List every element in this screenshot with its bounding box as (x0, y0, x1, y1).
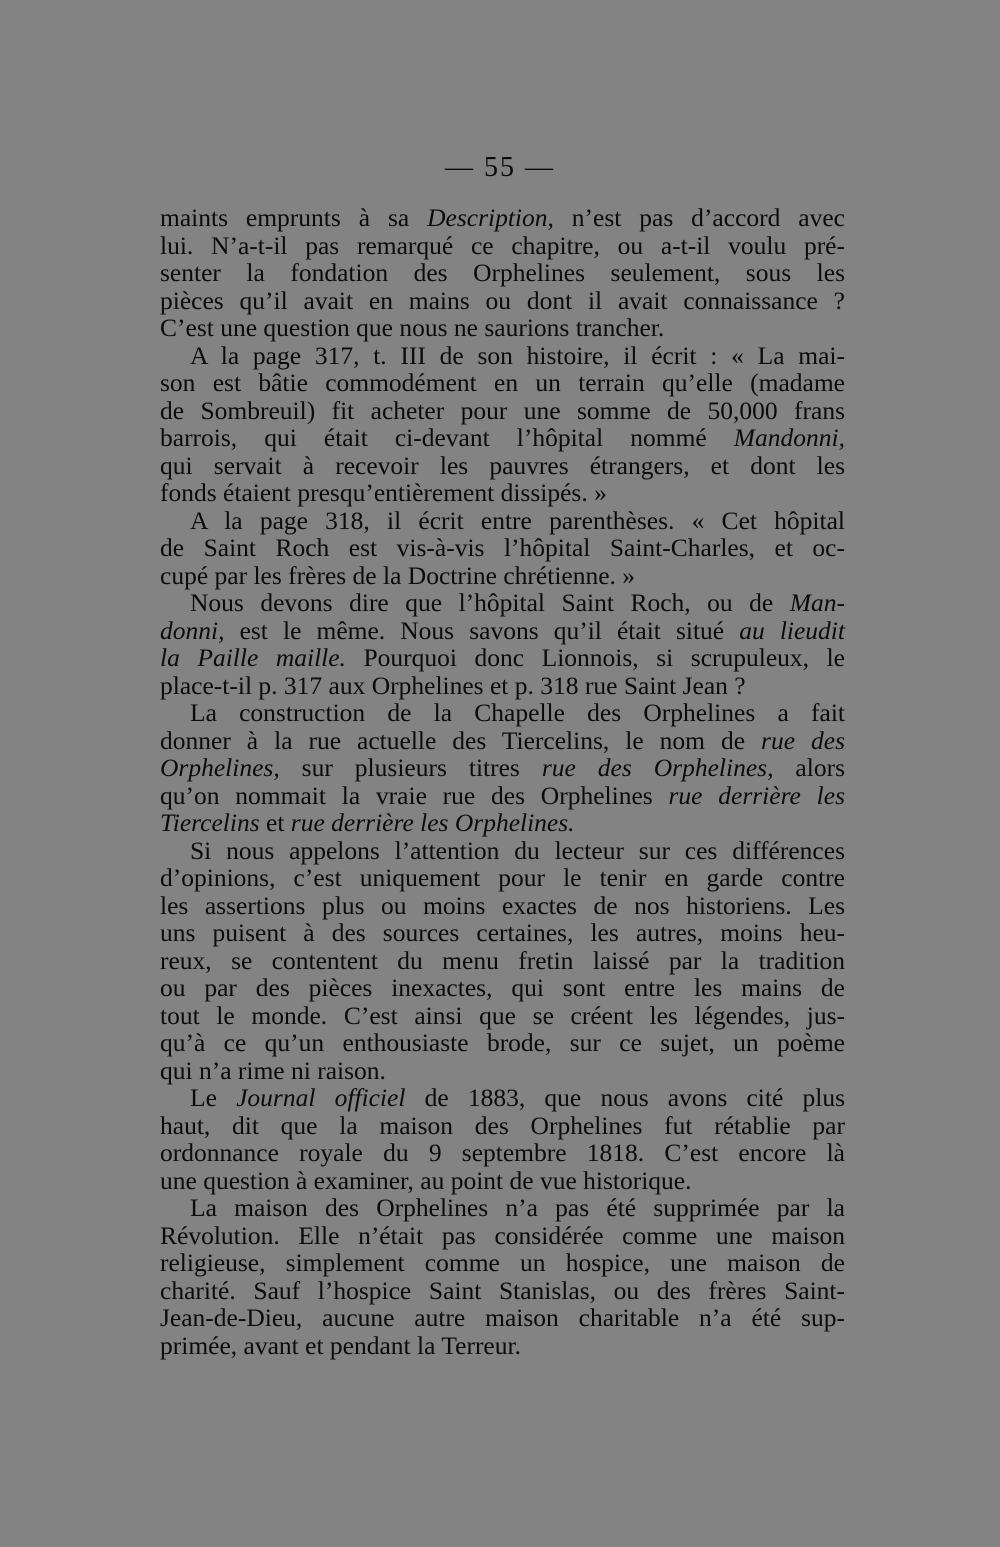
text-segment: uns puisent à des sources certaines, les autres, moins heu- (160, 918, 845, 947)
italic-text: Tiercelins (160, 808, 260, 837)
text-segment: une question à examiner, au point de vue historique. (160, 1165, 692, 1195)
text-segment: qui n’a rime ni raison. (160, 1055, 386, 1085)
text-line (160, 837, 845, 865)
text-line (160, 589, 845, 617)
text-line (160, 754, 845, 782)
text-line (160, 617, 845, 645)
text-segment: C’est une question que nous ne saurions trancher. (160, 313, 665, 342)
text-line (160, 397, 845, 425)
text-segment: fonds étaient presqu’entièrement dissipés. » (160, 478, 607, 507)
italic-text: rue derrière les Orphelines. (290, 808, 575, 837)
text-segment: ordonnance royale du 9 septembre 1818. C’est encore là (160, 1138, 845, 1167)
text-line (160, 919, 845, 947)
text-line (160, 1139, 845, 1167)
italic-text: rue derrière les (668, 780, 845, 810)
text-segment: donner à la rue actuelle des Tiercelins, le nom de (160, 725, 762, 755)
text-segment: qu’on nommait la vraie rue des Orphelines (160, 780, 669, 810)
text-line (160, 369, 845, 397)
text-segment: Pourquoi donc Lionnois, si scrupuleux, le (345, 643, 845, 672)
text-line (160, 342, 845, 370)
text-segment: primée, avant et pendant la Terreur. (160, 1330, 521, 1360)
body-text (160, 204, 845, 1359)
italic-text: Journal officiel (236, 1083, 406, 1112)
text-line (160, 1084, 845, 1112)
page-number: — 55 — (445, 152, 555, 183)
italic-text: Man- (789, 588, 845, 617)
text-segment: est le même. Nous savons qu’il était situé (224, 615, 740, 645)
text-segment: tout le monde. C’est ainsi que se créent les légendes, jus- (160, 1000, 845, 1030)
text-segment: de Sombreuil) fit acheter pour une somme de 50,000 frans (160, 395, 845, 425)
text-segment: charité. Sauf l’hospice Saint Stanislas, ou des frères Saint- (160, 1275, 845, 1305)
text-segment: de Saint Roch est vis-à-vis l’hôpital Saint-Charles, et oc- (160, 533, 845, 562)
italic-text: donni, (160, 615, 225, 645)
text-line (160, 1002, 845, 1030)
text-line (160, 699, 845, 727)
text-segment: A la page 317, t. III de son histoire, il écrit : « La mai- (190, 340, 845, 370)
text-segment: cupé par les frères de la Doctrine chrétienne. » (160, 560, 636, 590)
text-line (160, 424, 845, 452)
text-segment: religieuse, simplement comme un hospice, une maison de (160, 1248, 845, 1277)
italic-text: Mandonni, (733, 423, 845, 452)
text-line (160, 1112, 845, 1140)
text-segment: les assertions plus ou moins exactes de nos historiens. Les (160, 890, 845, 920)
text-segment: d’opinions, c’est uniquement pour le tenir en garde contre (160, 863, 845, 892)
text-segment: A la page 318, il écrit entre parenthèses. « Cet hôpital (190, 505, 845, 535)
text-line (160, 314, 845, 342)
text-segment: de 1883, que nous avons cité plus (405, 1083, 845, 1112)
text-line (160, 672, 845, 700)
text-line (160, 1332, 845, 1360)
italic-text: rue des (761, 725, 846, 755)
text-line (160, 1304, 845, 1332)
text-line (160, 1249, 845, 1277)
text-line (160, 507, 845, 535)
text-line (160, 479, 845, 507)
text-segment: n’est pas d’accord avec (553, 203, 845, 232)
text-line (160, 974, 845, 1002)
italic-text: Orphelines, (160, 753, 280, 782)
text-line (160, 727, 845, 755)
text-segment: pièces qu’il avait en mains ou dont il avait connaissance ? (160, 285, 845, 315)
text-segment: et (259, 808, 291, 837)
text-line (160, 1057, 845, 1085)
text-segment: qui servait à recevoir les pauvres étrangers, et dont les (160, 450, 845, 480)
text-line (160, 232, 845, 260)
text-line (160, 534, 845, 562)
italic-text: Description, (427, 203, 554, 232)
text-segment: Jean-de-Dieu, aucune autre maison charitable n’a été sup- (160, 1303, 845, 1332)
text-segment: son est bâtie commodément en un terrain qu’elle (madame (160, 368, 845, 397)
text-line (160, 452, 845, 480)
text-segment: place-t-il p. 317 aux Orphelines et p. 318 rue Saint Jean ? (160, 670, 746, 700)
text-segment: maints emprunts à sa (160, 203, 428, 232)
text-segment: Révolution. Elle n’était pas considérée comme une maison (160, 1220, 845, 1250)
text-segment: ou par des pièces inexactes, qui sont entre les mains de (160, 973, 845, 1002)
text-line (160, 892, 845, 920)
text-segment: La maison des Orphelines n’a pas été supprimée par la (190, 1193, 845, 1222)
text-line (160, 864, 845, 892)
italic-text: la Paille maille. (160, 643, 346, 672)
text-segment: sur plusieurs titres (279, 753, 542, 782)
text-segment: senter la fondation des Orphelines seulement, sous les (160, 258, 845, 287)
text-segment: Le (190, 1083, 237, 1112)
text-segment: Si nous appelons l’attention du lecteur sur ces différences (190, 835, 845, 865)
text-segment: alors (773, 753, 845, 782)
text-segment: La construction de la Chapelle des Orphelines a fait (190, 698, 845, 727)
text-line (160, 644, 845, 672)
text-line (160, 1167, 845, 1195)
text-segment: reux, se contentent du menu fretin laissé par la tradition (160, 945, 845, 975)
text-line (160, 947, 845, 975)
text-line (160, 204, 845, 232)
text-segment: barrois, qui était ci-devant l’hôpital nommé (160, 423, 734, 452)
text-line (160, 809, 845, 837)
text-segment: qu’à ce qu’un enthousiaste brode, sur ce sujet, un poème (160, 1028, 845, 1057)
text-segment: lui. N’a-t-il pas remarqué ce chapitre, ou a-t-il voulu pré- (160, 230, 845, 260)
text-line (160, 287, 845, 315)
text-line (160, 259, 845, 287)
italic-text: au lieudit (739, 615, 845, 645)
text-line (160, 1222, 845, 1250)
text-segment: Nous devons dire que l’hôpital Saint Roch, ou de (190, 588, 790, 617)
text-segment: haut, dit que la maison des Orphelines fut rétablie par (160, 1110, 845, 1140)
text-line (160, 1029, 845, 1057)
text-line (160, 1277, 845, 1305)
text-line (160, 562, 845, 590)
text-line (160, 782, 845, 810)
italic-text: rue des Orphelines, (541, 753, 774, 782)
text-line (160, 1194, 845, 1222)
